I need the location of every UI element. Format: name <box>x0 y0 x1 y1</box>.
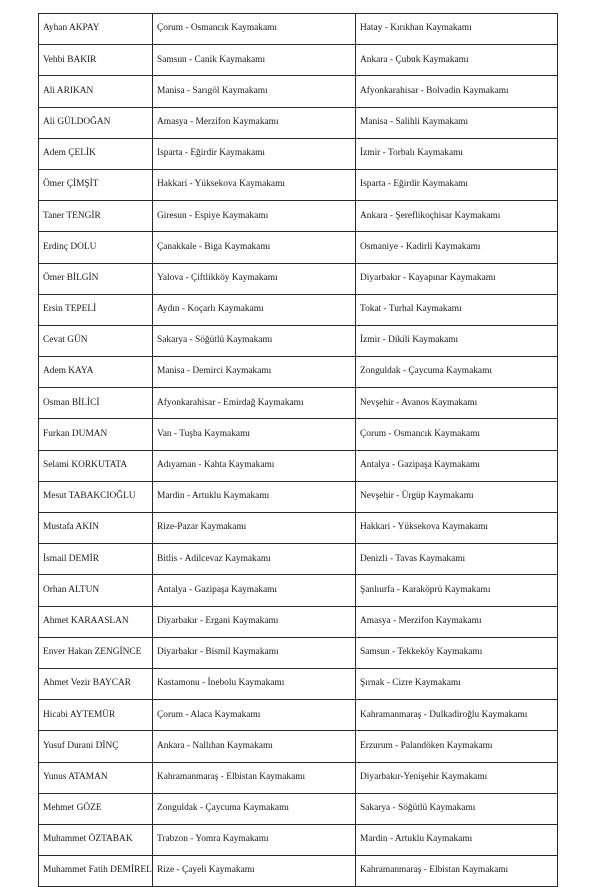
current-post-cell: Rize-Pazar Kaymakamı <box>153 513 356 544</box>
current-post-cell: Amasya - Merzifon Kaymakamı <box>153 107 356 138</box>
new-post-cell: Isparta - Eğirdir Kaymakamı <box>356 169 558 200</box>
new-post-cell: Ankara - Şereflikoçhisar Kaymakamı <box>356 201 558 232</box>
table-row <box>39 575 558 606</box>
current-post-cell: Aydın - Koçarlı Kaymakamı <box>153 294 356 325</box>
name-cell: Adem KAYA <box>39 357 153 388</box>
name-cell: Ömer ÇİMŞİT <box>39 169 153 200</box>
current-post-cell: Antalya - Gazipaşa Kaymakamı <box>153 575 356 606</box>
current-post-cell: Giresun - Espiye Kaymakamı <box>153 201 356 232</box>
table-row <box>39 138 558 169</box>
new-post-cell: Sakarya - Söğütlü Kaymakamı <box>356 793 558 824</box>
name-cell: Ali GÜLDOĞAN <box>39 107 153 138</box>
name-cell: İsmail DEMİR <box>39 544 153 575</box>
table-row <box>39 544 558 575</box>
new-post-cell: İzmir - Dikili Kaymakamı <box>356 325 558 356</box>
current-post-cell: Çorum - Osmancık Kaymakamı <box>153 14 356 45</box>
current-post-cell: Kahramanmaraş - Elbistan Kaymakamı <box>153 762 356 793</box>
current-post-cell: Diyarbakır - Ergani Kaymakamı <box>153 606 356 637</box>
name-cell: Hicabi AYTEMÜR <box>39 700 153 731</box>
table-row <box>39 419 558 450</box>
name-cell: Ayhan AKPAY <box>39 14 153 45</box>
new-post-cell: Şanlıurfa - Karaköprü Kaymakamı <box>356 575 558 606</box>
table-row <box>39 201 558 232</box>
new-post-cell: Zonguldak - Çaycuma Kaymakamı <box>356 357 558 388</box>
new-post-cell: Osmaniye - Kadirli Kaymakamı <box>356 232 558 263</box>
new-post-cell: Hatay - Kırıkhan Kaymakamı <box>356 14 558 45</box>
new-post-cell: Kahramanmaraş - Elbistan Kaymakamı <box>356 856 558 887</box>
table-row <box>39 388 558 419</box>
table-row <box>39 481 558 512</box>
name-cell: Enver Hakan ZENGİNCE <box>39 637 153 668</box>
current-post-cell: Mardin - Artuklu Kaymakamı <box>153 481 356 512</box>
name-cell: Selami KORKUTATA <box>39 450 153 481</box>
name-cell: Ersin TEPELİ <box>39 294 153 325</box>
name-cell: Adem ÇELİK <box>39 138 153 169</box>
table-row <box>39 45 558 76</box>
new-post-cell: Ankara - Çubuk Kaymakamı <box>356 45 558 76</box>
current-post-cell: Diyarbakır - Bismil Kaymakamı <box>153 637 356 668</box>
table-row <box>39 325 558 356</box>
new-post-cell: Şırnak - Cizre Kaymakamı <box>356 668 558 699</box>
current-post-cell: Yalova - Çiftlikköy Kaymakamı <box>153 263 356 294</box>
current-post-cell: Ankara - Nallıhan Kaymakamı <box>153 731 356 762</box>
appointments-table <box>38 13 558 887</box>
current-post-cell: Hakkari - Yüksekova Kaymakamı <box>153 169 356 200</box>
table-row <box>39 793 558 824</box>
new-post-cell: Tokat - Turhal Kaymakamı <box>356 294 558 325</box>
name-cell: Orhan ALTUN <box>39 575 153 606</box>
current-post-cell: Sakarya - Söğütlü Kaymakamı <box>153 325 356 356</box>
new-post-cell: Erzurum - Palandöken Kaymakamı <box>356 731 558 762</box>
current-post-cell: Samsun - Canik Kaymakamı <box>153 45 356 76</box>
new-post-cell: Denizli - Tavas Kaymakamı <box>356 544 558 575</box>
new-post-cell: Afyonkarahisar - Bolvadin Kaymakamı <box>356 76 558 107</box>
current-post-cell: Manisa - Sarıgöl Kaymakamı <box>153 76 356 107</box>
table-row <box>39 232 558 263</box>
new-post-cell: Nevşehir - Avanos Kaymakamı <box>356 388 558 419</box>
table-row <box>39 263 558 294</box>
appointments-table-body <box>39 14 558 887</box>
name-cell: Ahmet Vezir BAYCAR <box>39 668 153 699</box>
name-cell: Erdinç DOLU <box>39 232 153 263</box>
name-cell: Cevat GÜN <box>39 325 153 356</box>
table-row <box>39 856 558 887</box>
new-post-cell: Nevşehir - Ürgüp Kaymakamı <box>356 481 558 512</box>
current-post-cell: Manisa - Demirci Kaymakamı <box>153 357 356 388</box>
new-post-cell: Manisa - Salihli Kaymakamı <box>356 107 558 138</box>
name-cell: Furkan DUMAN <box>39 419 153 450</box>
new-post-cell: Samsun - Tekkeköy Kaymakamı <box>356 637 558 668</box>
new-post-cell: Kahramanmaraş - Dulkadiroğlu Kaymakamı <box>356 700 558 731</box>
name-cell: Mehmet GÖZE <box>39 793 153 824</box>
name-cell: Ali ARIKAN <box>39 76 153 107</box>
name-cell: Ömer BİLGİN <box>39 263 153 294</box>
name-cell: Muhammet ÖZTABAK <box>39 824 153 855</box>
name-cell: Taner TENGİR <box>39 201 153 232</box>
name-cell: Osman BİLİCİ <box>39 388 153 419</box>
new-post-cell: Diyarbakır - Kayapınar Kaymakamı <box>356 263 558 294</box>
table-row <box>39 637 558 668</box>
current-post-cell: Afyonkarahisar - Emirdağ Kaymakamı <box>153 388 356 419</box>
current-post-cell: Rize - Çayeli Kaymakamı <box>153 856 356 887</box>
current-post-cell: Van - Tuşba Kaymakamı <box>153 419 356 450</box>
name-cell: Mesut TABAKCIOĞLU <box>39 481 153 512</box>
table-row <box>39 731 558 762</box>
table-row <box>39 107 558 138</box>
name-cell: Ahmet KARAASLAN <box>39 606 153 637</box>
current-post-cell: Trabzon - Yomra Kaymakamı <box>153 824 356 855</box>
new-post-cell: Antalya - Gazipaşa Kaymakamı <box>356 450 558 481</box>
table-row <box>39 76 558 107</box>
current-post-cell: Isparta - Eğirdir Kaymakamı <box>153 138 356 169</box>
table-row <box>39 294 558 325</box>
new-post-cell: Mardin - Artuklu Kaymakamı <box>356 824 558 855</box>
new-post-cell: İzmir - Torbalı Kaymakamı <box>356 138 558 169</box>
new-post-cell: Diyarbakır-Yenişehir Kaymakamı <box>356 762 558 793</box>
current-post-cell: Çorum - Alaca Kaymakamı <box>153 700 356 731</box>
table-row <box>39 357 558 388</box>
table-row <box>39 14 558 45</box>
table-row <box>39 606 558 637</box>
table-row <box>39 700 558 731</box>
table-row <box>39 169 558 200</box>
name-cell: Yusuf Durani DİNÇ <box>39 731 153 762</box>
table-row <box>39 450 558 481</box>
current-post-cell: Çanakkale - Biga Kaymakamı <box>153 232 356 263</box>
new-post-cell: Çorum - Osmancık Kaymakamı <box>356 419 558 450</box>
name-cell: Yunus ATAMAN <box>39 762 153 793</box>
new-post-cell: Amasya - Merzifon Kaymakamı <box>356 606 558 637</box>
name-cell: Vehbi BAKIR <box>39 45 153 76</box>
current-post-cell: Kastamonu - İnebolu Kaymakamı <box>153 668 356 699</box>
name-cell: Muhammet Fatih DEMİREL <box>39 856 153 887</box>
table-row <box>39 762 558 793</box>
table-row <box>39 668 558 699</box>
new-post-cell: Hakkari - Yüksekova Kaymakamı <box>356 513 558 544</box>
current-post-cell: Zonguldak - Çaycuma Kaymakamı <box>153 793 356 824</box>
current-post-cell: Adıyaman - Kahta Kaymakamı <box>153 450 356 481</box>
table-row <box>39 824 558 855</box>
current-post-cell: Bitlis - Adilcevaz Kaymakamı <box>153 544 356 575</box>
table-row <box>39 513 558 544</box>
name-cell: Mustafa AKIN <box>39 513 153 544</box>
